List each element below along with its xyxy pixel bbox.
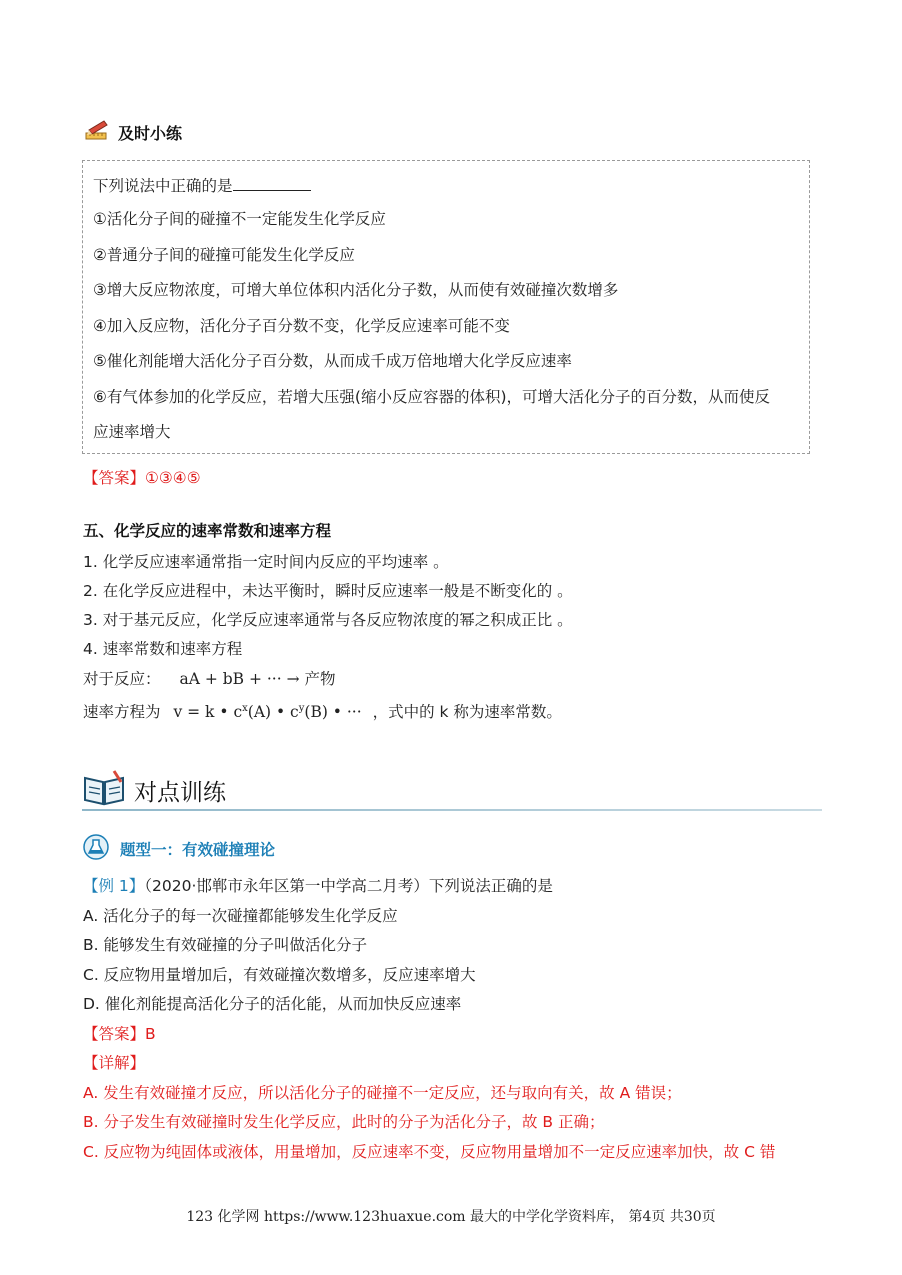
answer-label: 【答案】 [83, 1025, 146, 1043]
explanation-c: C. 反应物为纯固体或液体，用量增加，反应速率不变，反应物用量增加不一定反应速率加快，故 C 错 [83, 1143, 776, 1161]
answer-value: ①③④⑤ [145, 469, 201, 487]
section5-heading: 五、化学反应的速率常数和速率方程 [83, 522, 332, 540]
explanation-b: B. 分子发生有效碰撞时发生化学反应，此时的分子为活化分子，故 B 正确； [83, 1113, 605, 1131]
banner-rule [82, 809, 822, 811]
option-b: B. 能够发生有效碰撞的分子叫做活化分子 [83, 936, 367, 954]
practice-item-6: ⑥有气体参加的化学反应，若增大压强(缩小反应容器的体积)，可增大活化分子的百分数，从而使反 [93, 388, 770, 406]
question-text: 下列说法中正确的是 [93, 177, 233, 195]
practice-item-2: ②普通分子间的碰撞可能发生化学反应 [93, 246, 355, 264]
practice-answer [83, 467, 201, 489]
rate-prefix: 速率方程为 [83, 703, 161, 722]
example-1-stem [83, 875, 553, 897]
flask-icon [82, 834, 110, 864]
practice-title: 及时小练 [118, 123, 183, 143]
training-title: 对点训练 [134, 780, 226, 806]
example-source: （2020·邯郸市永年区第一中学高二月考）下列说法正确的是 [144, 877, 553, 895]
option-c: C. 反应物用量增加后，有效碰撞次数增多，反应速率增大 [83, 966, 476, 984]
practice-item-1: ①活化分子间的碰撞不一定能发生化学反应 [93, 210, 386, 228]
section5-line-3: 3. 对于基元反应，化学反应速率通常与各反应物浓度的幂之积成正比 。 [83, 611, 573, 629]
practice-item-6-cont: 应速率增大 [93, 423, 171, 441]
option-d: D. 催化剂能提高活化分子的活化能，从而加快反应速率 [83, 995, 462, 1013]
open-book-icon [82, 768, 128, 812]
type-header [82, 835, 275, 863]
example-tag: 【例 1】 [83, 877, 145, 895]
reaction-prefix: 对于反应： [83, 670, 161, 688]
option-a: A. 活化分子的每一次碰撞都能够发生化学反应 [83, 907, 398, 925]
practice-box [82, 160, 810, 454]
section5-line-4: 4. 速率常数和速率方程 [83, 640, 243, 658]
rate-exp-y: y [298, 703, 305, 714]
rate-formula [173, 703, 361, 721]
example-answer [83, 1023, 156, 1045]
practice-header [84, 118, 182, 146]
pencil-ruler-icon [84, 118, 110, 146]
section5-line-2: 2. 在化学反应进程中，未达平衡时，瞬时反应速率一般是不断变化的 。 [83, 582, 573, 600]
reaction-line [83, 668, 336, 690]
rate-equation-line [83, 698, 562, 723]
answer-blank [233, 174, 311, 191]
page-footer: 123 化学网 https://www.123huaxue.com 最大的中学化学资料库， 第4页 共30页 [186, 1209, 716, 1225]
reaction-equation: aA + bB + ··· → 产物 [179, 670, 336, 688]
practice-question [93, 174, 311, 197]
rate-exp-x: x [242, 703, 248, 714]
rate-suffix: ，式中的 k 称为速率常数。 [372, 703, 562, 722]
section5-line-1: 1. 化学反应速率通常指一定时间内反应的平均速率 。 [83, 553, 449, 571]
explanation-a: A. 发生有效碰撞才反应，所以活化分子的碰撞不一定反应，还与取向有关，故 A 错误； [83, 1084, 682, 1102]
type-title: 题型一：有效碰撞理论 [120, 841, 276, 859]
rate-formula-a: (A) • c [247, 703, 299, 722]
answer-label: 【答案】 [83, 469, 146, 487]
training-banner [82, 768, 822, 812]
rate-formula-b: (B) • ··· [304, 703, 362, 722]
practice-item-3: ③增大反应物浓度，可增大单位体积内活化分子数，从而使有效碰撞次数增多 [93, 281, 619, 299]
rate-formula-v: v = k • c [173, 703, 243, 722]
explain-label: 【详解】 [83, 1054, 146, 1072]
practice-item-5: ⑤催化剂能增大活化分子百分数，从而成千成万倍地增大化学反应速率 [93, 352, 572, 370]
answer-value: B [145, 1025, 156, 1043]
practice-item-4: ④加入反应物，活化分子百分数不变，化学反应速率可能不变 [93, 317, 510, 335]
